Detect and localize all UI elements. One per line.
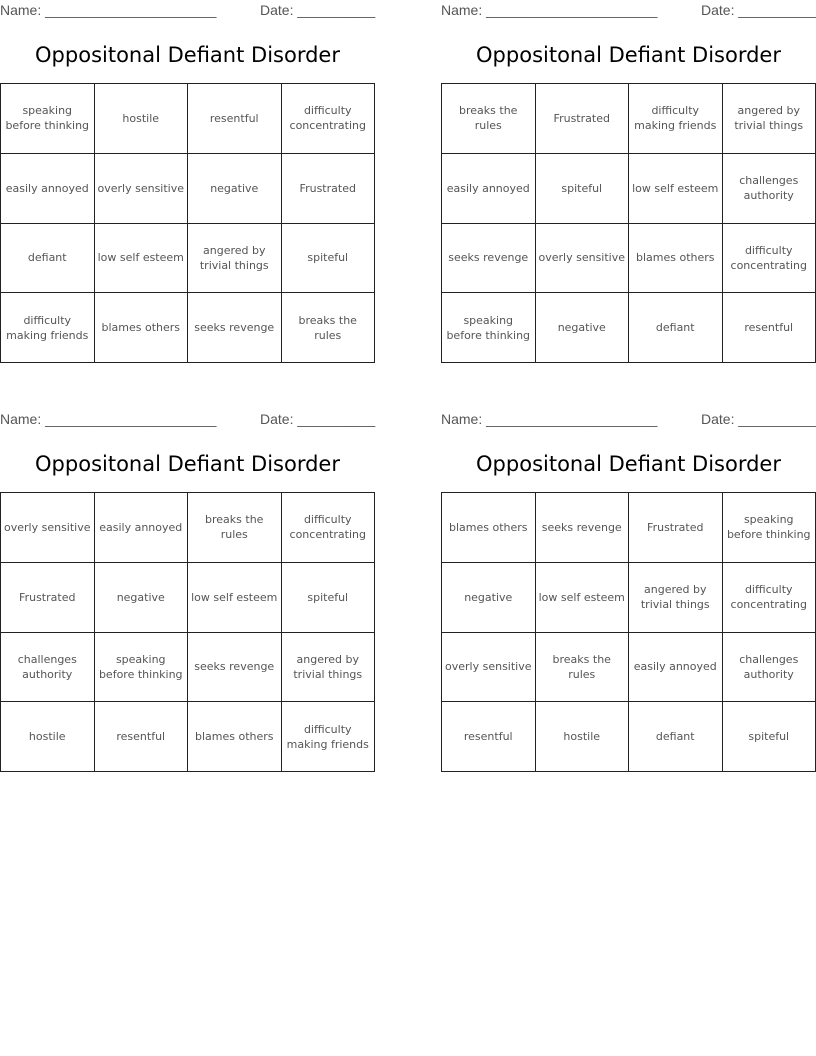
bingo-cell: difficulty making friends bbox=[282, 702, 376, 772]
bingo-cell: blames others bbox=[188, 702, 282, 772]
bingo-cell: seeks revenge bbox=[188, 293, 282, 363]
bingo-cell: seeks revenge bbox=[188, 633, 282, 703]
bingo-cell: resentful bbox=[188, 84, 282, 154]
bingo-cell: spiteful bbox=[536, 154, 630, 224]
bingo-cell: negative bbox=[536, 293, 630, 363]
bingo-cell: speaking before thinking bbox=[723, 493, 816, 563]
bingo-cell: difficulty concentrating bbox=[723, 563, 816, 633]
bingo-cell: seeks revenge bbox=[536, 493, 630, 563]
bingo-cell: Frustrated bbox=[629, 493, 723, 563]
bingo-cell: hostile bbox=[536, 702, 630, 772]
bingo-cell: easily annoyed bbox=[442, 154, 536, 224]
bingo-cell: difficulty concentrating bbox=[723, 224, 816, 294]
bingo-cell: spiteful bbox=[282, 224, 376, 294]
bingo-cell: angered by trivial things bbox=[629, 563, 723, 633]
bingo-cell: Frustrated bbox=[536, 84, 630, 154]
bingo-cell: speaking before thinking bbox=[442, 293, 536, 363]
bingo-cell: difficulty concentrating bbox=[282, 493, 376, 563]
bingo-cell: defiant bbox=[629, 702, 723, 772]
bingo-cell: challenges authority bbox=[723, 154, 816, 224]
bingo-card-1 bbox=[0, 0, 375, 365]
bingo-cell: negative bbox=[95, 563, 189, 633]
bingo-cell: easily annoyed bbox=[1, 154, 95, 224]
bingo-cell: overly sensitive bbox=[442, 633, 536, 703]
bingo-grid bbox=[441, 83, 816, 363]
bingo-cell: overly sensitive bbox=[536, 224, 630, 294]
bingo-cell: low self esteem bbox=[188, 563, 282, 633]
bingo-cell: hostile bbox=[95, 84, 189, 154]
bingo-cell: angered by trivial things bbox=[188, 224, 282, 294]
bingo-cell: spiteful bbox=[723, 702, 816, 772]
bingo-cell: breaks the rules bbox=[188, 493, 282, 563]
card-title: Oppositonal Defiant Disorder bbox=[476, 43, 781, 67]
bingo-cell: angered by trivial things bbox=[723, 84, 816, 154]
bingo-cell: Frustrated bbox=[1, 563, 95, 633]
bingo-cell: angered by trivial things bbox=[282, 633, 376, 703]
bingo-cell: defiant bbox=[1, 224, 95, 294]
bingo-grid bbox=[0, 83, 375, 363]
bingo-card-3 bbox=[0, 409, 375, 774]
name-field-label: Name: ______________________ bbox=[441, 411, 658, 427]
bingo-cell: Frustrated bbox=[282, 154, 376, 224]
date-field-label: Date: __________ bbox=[701, 411, 816, 427]
bingo-cell: overly sensitive bbox=[1, 493, 95, 563]
name-field-label: Name: ______________________ bbox=[441, 2, 658, 18]
bingo-cell: difficulty concentrating bbox=[282, 84, 376, 154]
bingo-cell: resentful bbox=[95, 702, 189, 772]
bingo-cell: negative bbox=[442, 563, 536, 633]
bingo-cell: blames others bbox=[95, 293, 189, 363]
bingo-cell: breaks the rules bbox=[536, 633, 630, 703]
bingo-cell: low self esteem bbox=[95, 224, 189, 294]
bingo-cell: breaks the rules bbox=[282, 293, 376, 363]
bingo-cell: low self esteem bbox=[629, 154, 723, 224]
bingo-card-2 bbox=[441, 0, 816, 365]
name-date-line bbox=[0, 411, 375, 429]
date-field-label: Date: __________ bbox=[260, 2, 376, 18]
bingo-cell: hostile bbox=[1, 702, 95, 772]
bingo-cell: easily annoyed bbox=[95, 493, 189, 563]
bingo-grid bbox=[0, 492, 375, 772]
date-field-label: Date: __________ bbox=[701, 2, 816, 18]
bingo-cell: resentful bbox=[442, 702, 536, 772]
bingo-cell: low self esteem bbox=[536, 563, 630, 633]
bingo-cell: seeks revenge bbox=[442, 224, 536, 294]
card-title: Oppositonal Defiant Disorder bbox=[35, 43, 340, 67]
date-field-label: Date: __________ bbox=[260, 411, 376, 427]
bingo-cell: negative bbox=[188, 154, 282, 224]
name-date-line bbox=[441, 411, 816, 429]
name-field-label: Name: ______________________ bbox=[0, 2, 217, 18]
bingo-cell: difficulty making friends bbox=[629, 84, 723, 154]
bingo-cell: speaking before thinking bbox=[1, 84, 95, 154]
bingo-card-4 bbox=[441, 409, 816, 774]
bingo-cell: resentful bbox=[723, 293, 816, 363]
bingo-cell: overly sensitive bbox=[95, 154, 189, 224]
bingo-cell: difficulty making friends bbox=[1, 293, 95, 363]
bingo-cell: speaking before thinking bbox=[95, 633, 189, 703]
bingo-cell: blames others bbox=[442, 493, 536, 563]
bingo-cell: challenges authority bbox=[1, 633, 95, 703]
bingo-cell: blames others bbox=[629, 224, 723, 294]
name-date-line bbox=[441, 2, 816, 20]
bingo-grid bbox=[441, 492, 816, 772]
bingo-cell: defiant bbox=[629, 293, 723, 363]
card-title: Oppositonal Defiant Disorder bbox=[35, 452, 340, 476]
name-field-label: Name: ______________________ bbox=[0, 411, 217, 427]
bingo-cell: challenges authority bbox=[723, 633, 816, 703]
card-title: Oppositonal Defiant Disorder bbox=[476, 452, 781, 476]
bingo-cell: breaks the rules bbox=[442, 84, 536, 154]
bingo-cell: spiteful bbox=[282, 563, 376, 633]
bingo-cell: easily annoyed bbox=[629, 633, 723, 703]
name-date-line bbox=[0, 2, 375, 20]
